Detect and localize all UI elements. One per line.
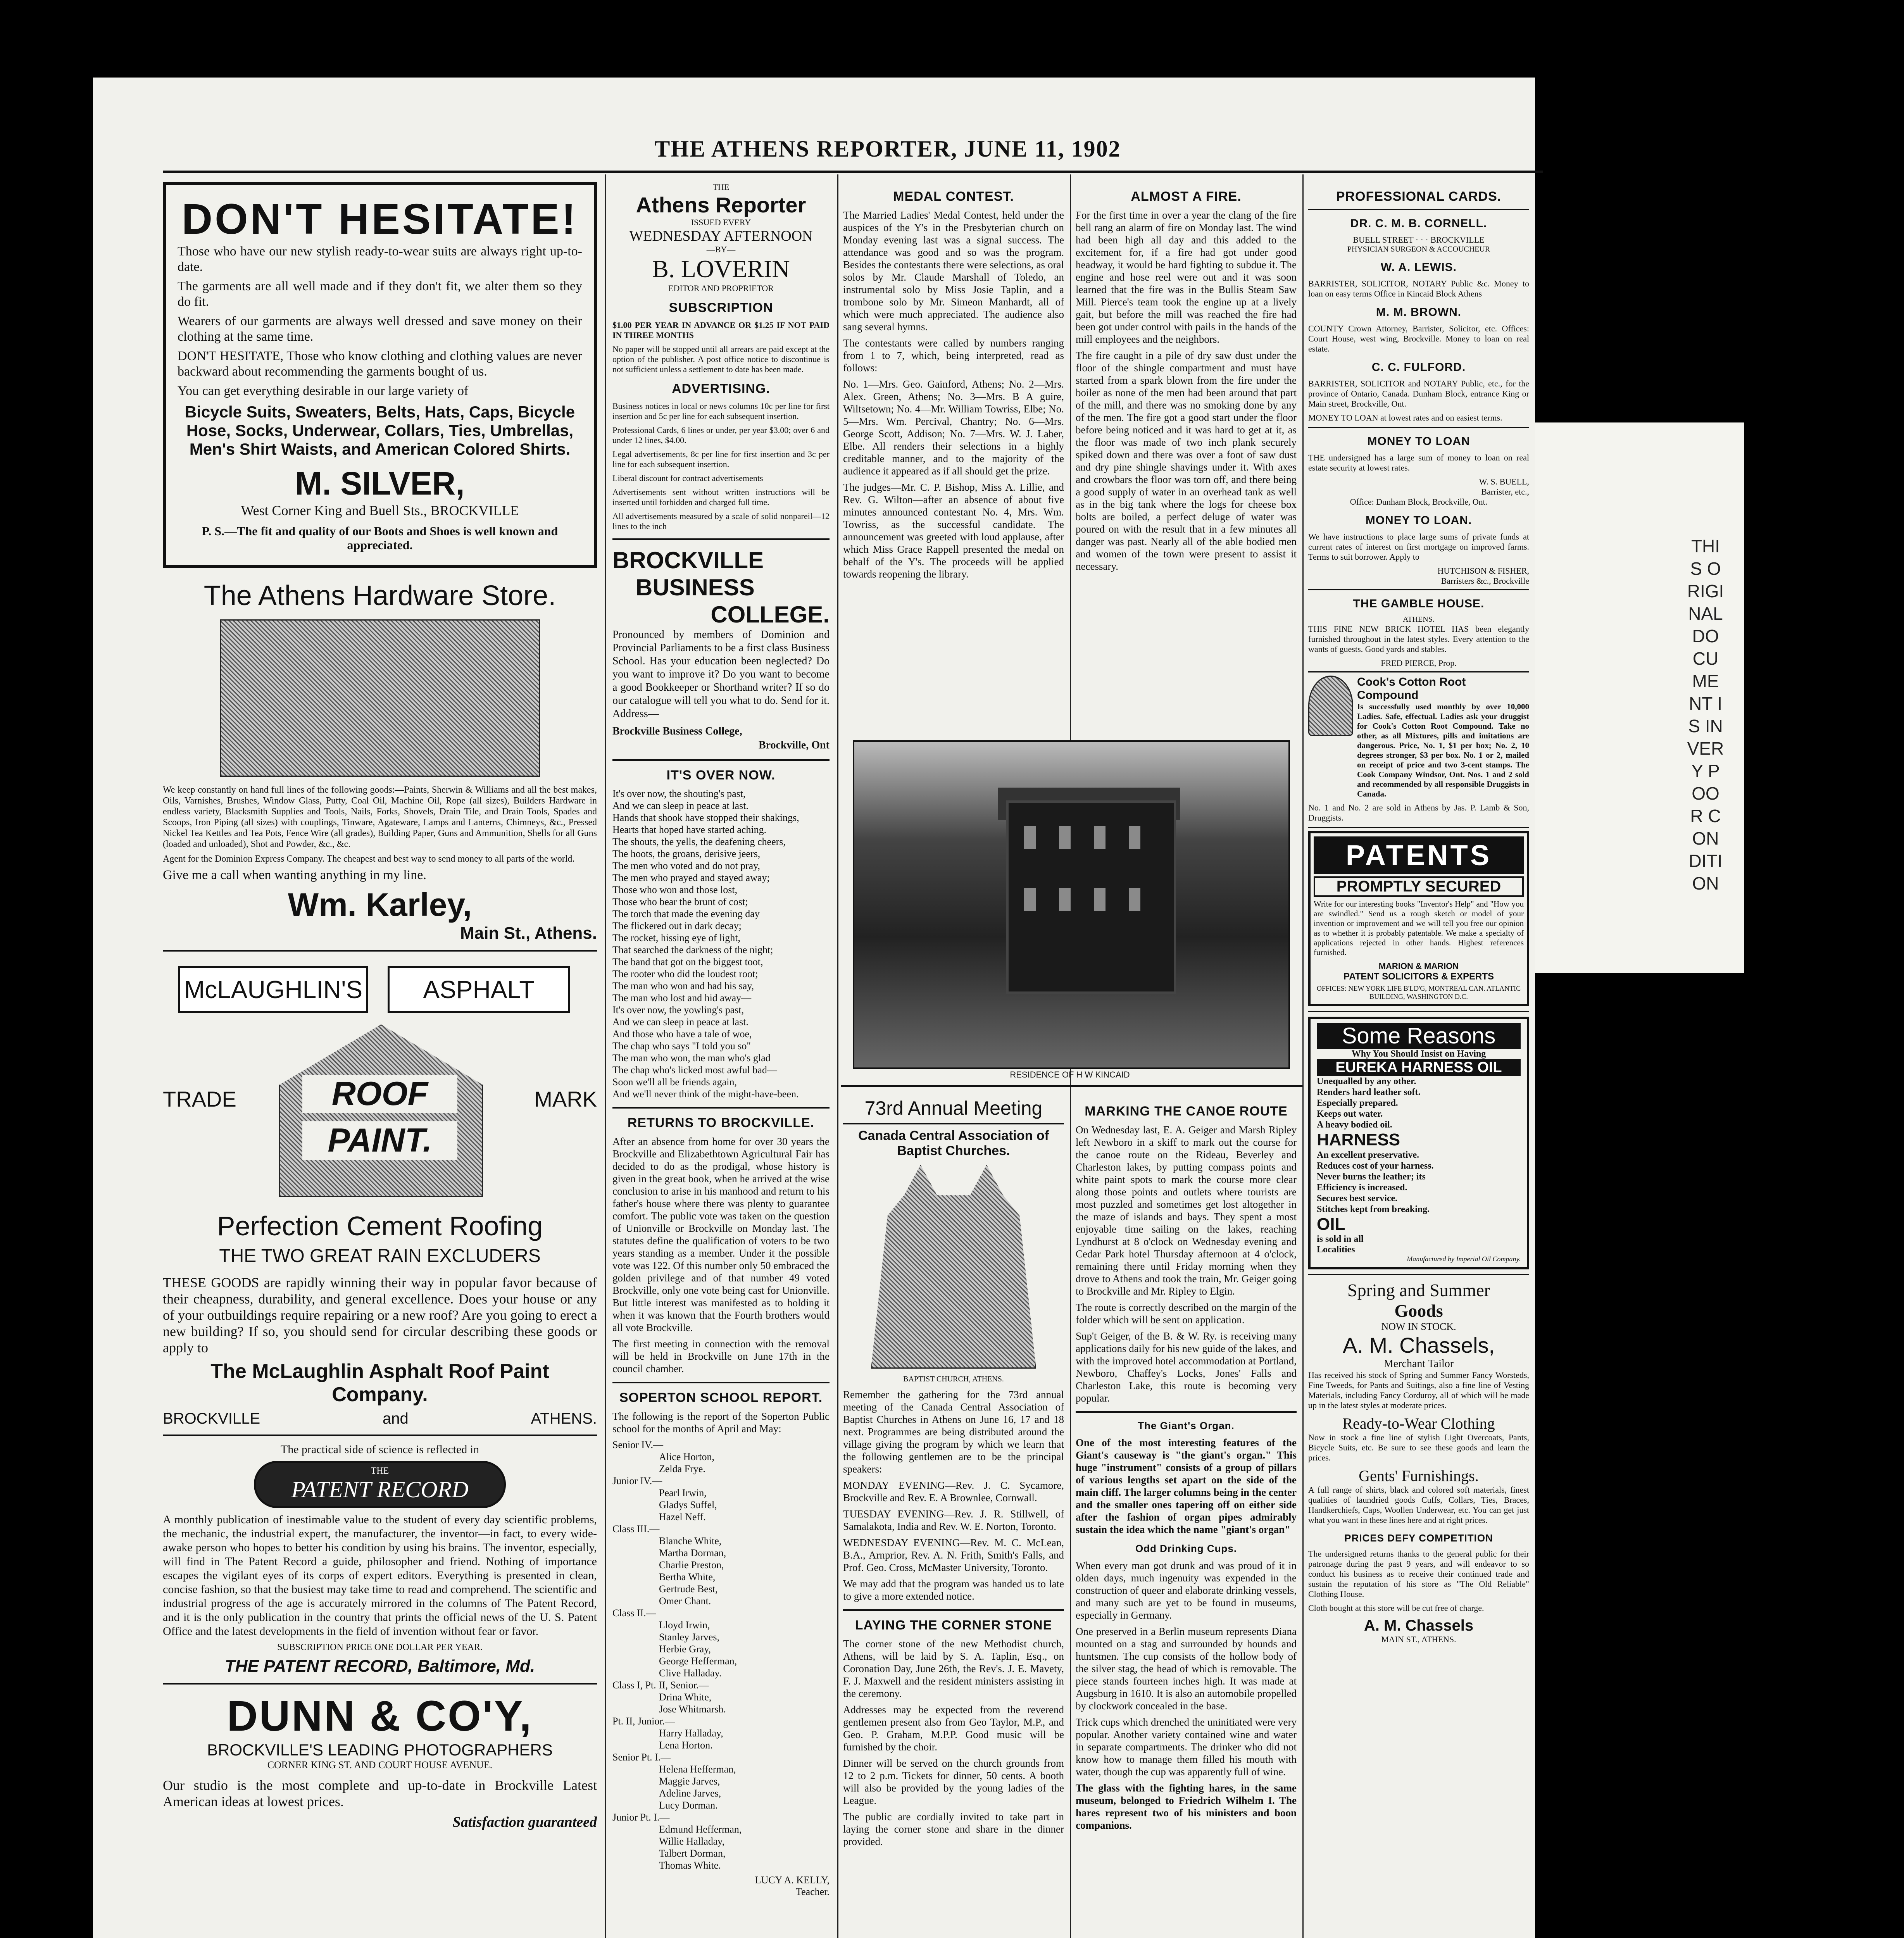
column-4-top	[1076, 182, 1297, 744]
soperton-class: Class II.—	[612, 1607, 656, 1619]
eureka-oil-ad	[1308, 1017, 1529, 1269]
pub-by: —BY—	[706, 245, 736, 254]
poem-line: That searched the darkness of the night;	[612, 944, 773, 955]
poem-line: And those who have a tale of woe,	[612, 1028, 752, 1040]
asphalt-locations	[163, 1410, 597, 1428]
cook-text: Is successfully used monthly by over 10,000 Ladies. Safe, effectual. Ladies ask your druggist for Cook's Cotton Root Compound. Take no other, as all Mixtures, pills and imitations are dangerous. Price, No. 1, $1 per box; No. 2, 10 degrees stronger, $3 per box. No. 1 or 2, mailed on receipt of price and two 3-cent stamps. The Cook Company Windsor, Ont. Nos. 1 and 2 sold and recommended by all responsible Druggists in Canada.	[1357, 702, 1529, 798]
returns-title: RETURNS TO BROCKVILLE.	[627, 1116, 815, 1130]
soperton-article	[612, 1390, 830, 1898]
soperton-student: Helena Hefferman,	[659, 1764, 736, 1775]
reasons-maker: Manufactured by Imperial Oil Company.	[1407, 1255, 1521, 1263]
soperton-student: George Hefferman,	[659, 1655, 737, 1667]
masthead-rule	[163, 171, 1543, 173]
reasons-s6: Stitches kept from breaking.	[1317, 1204, 1430, 1214]
silver-ad-text: The garments are all well made and if they don't fit, we alter them so they do fit.	[178, 279, 582, 309]
asphalt-banner-right: ASPHALT	[388, 966, 570, 1013]
subscription-heading: SUBSCRIPTION	[669, 300, 773, 315]
chassels-text: A full range of shirts, black and colored soft materials, finest qualities of laundried goods Cuffs, Collars, Ties, Braces, Handkerchiefs, Caps, Woollen Underwear, etc. You can get just what you want in these lines here and at right prices.	[1308, 1485, 1529, 1525]
section-rule	[843, 1609, 1064, 1611]
dunn-addr: CORNER KING ST. AND COURT HOUSE AVENUE.	[267, 1759, 493, 1771]
poem-line: It's over now, the shouting's past,	[612, 788, 746, 799]
cups-title: Odd Drinking Cups.	[1135, 1543, 1237, 1554]
dunn-ad	[163, 1691, 597, 1831]
soperton-student: Bertha White,	[659, 1571, 716, 1583]
lewis-name: W. A. LEWIS.	[1381, 261, 1457, 274]
silver-ad-text: Wearers of our garments are always well dressed and save money on their clothing at the same time.	[178, 314, 582, 344]
soperton-role: Teacher.	[796, 1886, 830, 1897]
subscription-text: $1.00 PER YEAR IN ADVANCE OR $1.25 IF NOT PAID IN THREE MONTHS	[612, 320, 830, 340]
dunn-sub: BROCKVILLE'S LEADING PHOTOGRAPHERS	[207, 1741, 553, 1759]
silver-ad-text: Those who have our new stylish ready-to-wear suits are always right up-to-date.	[178, 244, 582, 274]
patent-record-intro: The practical side of science is reflected in	[280, 1443, 479, 1456]
section-rule	[612, 1382, 830, 1383]
meeting-text: WEDNESDAY EVENING—Rev. M. C. McLean, B.A., Arnprior, Rev. A. N. Frith, Smith's Falls, and Prof. Geo. Cross, McMaster University, Toronto.	[843, 1537, 1064, 1573]
cook-ad	[1308, 676, 1529, 803]
poem-line: The chap who says "I told you so"	[612, 1040, 751, 1052]
loan2-sig: HUTCHISON & FISHER,	[1437, 566, 1529, 576]
canoe-title: MARKING THE CANOE ROUTE	[1085, 1104, 1288, 1119]
column-rule	[837, 174, 838, 1938]
cups-text: Trick cups which drenched the uninitiated were very popular. Another variety contained wine and water in separate compartments. The drinker who did not know how to manage them filled his mouth with water, though the cup was apparently full of wine.	[1076, 1716, 1297, 1778]
chassels-text: Now in stock a fine line of stylish Light Overcoats, Pants, Bicycle Suits, etc. Be sure to see these goods and learn the prices.	[1308, 1433, 1529, 1462]
section-rule	[163, 1435, 597, 1436]
pub-role: EDITOR AND PROPRIETOR	[668, 283, 774, 293]
reasons-s4: Efficiency is increased.	[1317, 1183, 1407, 1193]
reasons-s2: Reduces cost of your harness.	[1317, 1161, 1434, 1171]
dunn-text: Our studio is the most complete and up-to-date in Brockville Latest American ideas at lowest prices.	[163, 1778, 597, 1809]
section-rule	[163, 1683, 597, 1685]
reasons-o1: is sold in all	[1317, 1234, 1364, 1244]
soperton-list	[612, 1439, 830, 1871]
soperton-student: Omer Chant.	[659, 1595, 711, 1607]
returns-text: The first meeting in connection with the removal will be held in Brockville on June 17th in the council chamber.	[612, 1338, 830, 1374]
medal-title: MEDAL CONTEST.	[893, 189, 1014, 204]
soperton-student: Pearl Irwin,	[659, 1487, 707, 1498]
reasons-h2: HARNESS	[1317, 1130, 1400, 1149]
loan1-sig: W. S. BUELL,	[1479, 477, 1529, 486]
photo-caption: RESIDENCE OF H W KINCAID	[1010, 1070, 1130, 1079]
asphalt-company: The McLaughlin Asphalt Roof Paint Company.	[210, 1360, 549, 1406]
meeting-title: 73rd Annual Meeting	[864, 1097, 1043, 1119]
fulford-money: MONEY TO LOAN at lowest rates and on easiest terms.	[1308, 413, 1502, 422]
chassels-name: A. M. Chassels,	[1342, 1333, 1495, 1357]
photo-window	[1059, 826, 1071, 849]
silver-ad-text: You can get everything desirable in our large variety of	[178, 384, 469, 398]
chassels-addr: MAIN ST., ATHENS.	[1381, 1635, 1456, 1644]
meeting-text: Remember the gathering for the 73rd annual meeting of the Canada Central Association of Baptist Churches in Athens on June 16, 17 and 18 next. Programmes are being distributed around the village giving the program by which we learn that the following gentlemen are to be the principal speakers:	[843, 1389, 1064, 1475]
college-title-3: COLLEGE.	[711, 602, 830, 628]
section-rule	[1308, 589, 1529, 590]
loan1-role: Barrister, etc.,	[1481, 487, 1529, 497]
advertising-text: Professional Cards, 6 lines or under, per year $3.00; over 6 and under 12 lines, $4.00.	[612, 425, 830, 445]
chassels-sig: A. M. Chassels	[1364, 1617, 1474, 1634]
college-title-2: BUSINESS	[636, 574, 755, 600]
soperton-class: Senior IV.—	[612, 1439, 663, 1450]
patent-record-sig: THE PATENT RECORD, Baltimore, Md.	[224, 1657, 535, 1676]
pub-day: WEDNESDAY AFTERNOON	[629, 228, 813, 244]
pub-issued: ISSUED EVERY	[691, 217, 751, 227]
soperton-student: Maggie Jarves,	[659, 1776, 720, 1787]
chassels-text: Cloth bought at this store will be cut free of charge.	[1308, 1603, 1484, 1613]
dunn-name: DUNN & CO'Y,	[227, 1692, 533, 1740]
asphalt-and: and	[383, 1410, 409, 1427]
reasons-s3: Never burns the leather; its	[1317, 1172, 1426, 1182]
fire-text: For the first time in over a year the clang of the fire bell rang an alarm of fire on Monday last. The wind had been high all day and this added to the excitement for, if a fire had got under good headway, it would be hard fighting to subdue it. The engine and hose reel were out and it was soon learned that the fire was in the Bullis Steam Saw Mill. Pierce's team took the engine up at a lively gait, but before the mill was reached the fire had been got under control with pails in the hands of the mill employees and the neighbors.	[1076, 209, 1297, 345]
photo-window	[1059, 888, 1071, 911]
brown-name: M. M. BROWN.	[1376, 306, 1462, 319]
patents-text: Write for our interesting books "Inventor's Help" and "How you are swindled." Send us a rough sketch or model of your invention or improvement and we will tell you free our opinion as to whether it is probably patentable. We make a specialty of applications rejected in other hands. Highest references furnished.	[1314, 899, 1524, 957]
section-rule	[612, 759, 830, 761]
column-4-bottom	[1076, 1097, 1297, 1938]
soperton-student: Lena Horton.	[659, 1740, 713, 1751]
condition-note: THIS ORIGINAL DOCUMENT IS IN VERY POOR CONDITION	[1687, 536, 1724, 893]
poem-line: And we can sleep in peace at last.	[612, 1016, 748, 1028]
soperton-student: Gertrude Best,	[659, 1583, 718, 1595]
medal-text: The judges—Mr. C. P. Bishop, Miss A. Lillie, and Rev. G. Wilton—after an absence of about five minutes announced contestant No. 4, Mrs. Wm. Towriss, as the successful candidate. The announcement was greeted with loud applause, after which Miss Grace Rappell presented the medal on behalf of the Y's. The proceeds will be applied towards reopening the library.	[843, 481, 1064, 580]
column-3-bottom	[843, 1097, 1064, 1938]
section-rule	[1308, 827, 1529, 828]
corner-text: The public are cordially invited to take part in laying the corner stone and share in the dinner provided.	[843, 1811, 1064, 1847]
corner-text: The corner stone of the new Methodist church, Athens, will be laid by S. A. Taplin, Esq., on Coronation Day, June 26th, the Rev's. J. E. Mavety, F. J. Maxwell and the resident ministers assisting in the ceremony.	[843, 1638, 1064, 1699]
soperton-student: Alice Horton,	[659, 1451, 714, 1462]
canoe-text: On Wednesday last, E. A. Geiger and Marsh Ripley left Newboro in a skiff to mark out the course for the canoe route on the Rideau, Beverley and Charleston lakes, by putting compass points and white paint spots to mark the course more clear along those points and outlets where tourists are most puzzled and sometimes get lost altogether in the maze of islands and bays. They spent a most enjoyable time sailing on the lakes, reaching Lyndhurst at 8 o'clock on Wednesday evening and Cedar Park hotel Thursday afternoon at 4 o'clock, remaining there until Friday morning when they drove to Athens and took the train, Mr. Geiger going to Brockville and Mr. Ripley to Elgin.	[1076, 1124, 1297, 1297]
section-rule	[1308, 671, 1529, 672]
soperton-student: Drina White,	[659, 1691, 712, 1703]
silver-goods-list: Bicycle Suits, Sweaters, Belts, Hats, Caps, Bicycle Hose, Socks, Underwear, Collars, Ties, Umbrellas, Men's Shirt Waists, and American Colored Shirts.	[185, 403, 575, 458]
gamble-town: ATHENS.	[1403, 615, 1435, 624]
poem-line: The torch that made the evening day	[612, 908, 760, 919]
chassels-ad	[1308, 1280, 1529, 1645]
poem-body	[612, 788, 830, 1100]
meeting-text: TUESDAY EVENING—Rev. J. R. Stillwell, of Samalakota, India and Rev. W. E. Norton, Toronto.	[843, 1508, 1064, 1532]
returns-article	[612, 1116, 830, 1375]
photo-window	[1094, 888, 1105, 911]
poem-line: The man who won and had his say,	[612, 980, 754, 991]
chassels-h3: Gents' Furnishings.	[1359, 1467, 1479, 1485]
cups-text: When every man got drunk and was proud of it in olden days, much ingenuity was expended in the construction of queer and elaborate drinking vessels, and many such are yet to be found in museums, especially in Germany.	[1076, 1560, 1297, 1621]
advertising-text: Legal advertisements, 8c per line for first insertion and 3c per line for each subsequent insertion.	[612, 449, 830, 469]
poem-line: The man who lost and hid away—	[612, 992, 752, 1003]
soperton-student: Herbie Gray,	[659, 1643, 711, 1655]
brown-text: COUNTY Crown Attorney, Barrister, Solicitor, etc. Offices: Court House, west wing, Brockville. Money to loan on real estate.	[1308, 324, 1529, 353]
section-rule	[163, 950, 597, 952]
section-rule	[612, 538, 830, 540]
loan2-role: Barristers &c., Brockville	[1441, 576, 1529, 586]
medal-text: No. 1—Mrs. Geo. Gainford, Athens; No. 2—Mrs. Alex. Green, Athens; No. 3—Mrs. B A guire, Wiltsetown; No. 4—Mr. William Towriss, Elbe; No. 5—Mrs. Wm. Percival, Chantry; No. 6—Mrs. George Scott, Addison; No. 7—Mrs. W. J. Laber, Elbe. All renders their selections in a highly creditable manner, and to the majority of the audience it appeared as if all should get the prize.	[843, 378, 1064, 477]
poem-line: Soon we'll all be friends again,	[612, 1076, 737, 1088]
fulford-text: BARRISTER, SOLICITOR and NOTARY Public, etc., for the province of Ontario, Canada. Dunham Block, entrance King or Main street, Brockville, Ont.	[1308, 379, 1529, 409]
masthead: THE ATHENS REPORTER, JUNE 11, 1902	[654, 136, 1121, 162]
soperton-student: Thomas White.	[659, 1860, 721, 1871]
soperton-student: Zelda Frye.	[659, 1463, 705, 1474]
karley-address: Main St., Athens.	[460, 924, 597, 943]
fire-title: ALMOST A FIRE.	[1131, 189, 1242, 204]
corner-text: Dinner will be served on the church grounds from 12 to 2 p.m. Tickets for dinner, 50 cents. A booth will also be provided by the young ladies of the League.	[843, 1757, 1064, 1806]
tools-illustration	[220, 619, 540, 777]
column-rule	[1302, 174, 1304, 1938]
chassels-h2: Ready-to-Wear Clothing	[1342, 1415, 1495, 1432]
cornell-name: DR. C. M. B. CORNELL.	[1350, 217, 1487, 230]
column-3-top	[843, 182, 1064, 744]
chassels-h4: PRICES DEFY COMPETITION	[1344, 1532, 1493, 1544]
poem-line: Those who won and those lost,	[612, 884, 738, 895]
section-rule	[1308, 427, 1529, 428]
column-1	[163, 182, 597, 1938]
advertising-text: Advertisements sent without written instructions will be inserted until forbidden and charged full time.	[612, 487, 830, 507]
trade-label: TRADE	[163, 1087, 236, 1111]
soperton-student: Blanche White,	[659, 1535, 722, 1547]
reasons-r5: A heavy bodied oil.	[1317, 1120, 1392, 1130]
cups-text: One preserved in a Berlin museum represents Diana mounted on a stag and surrounded by hounds and huntsmen. The cup consists of the hollow body of the silver stag, the head of which is removable. The piece stands fourteen inches high. It was made at Augsburg in 1610. It is also an automobile propelled by clockwork concealed in the base.	[1076, 1626, 1297, 1712]
poem-line: It's over now, the yowling's past,	[612, 1004, 744, 1016]
fulford-name: C. C. FULFORD.	[1371, 361, 1466, 374]
patents-firm-2: PATENT SOLICITORS & EXPERTS	[1343, 971, 1494, 982]
poem-line: And we'll never think of the might-have-been.	[612, 1088, 799, 1100]
column-5	[1308, 182, 1529, 1938]
patents-offices: OFFICES: NEW YORK LIFE B'LD'G, MONTREAL CAN. ATLANTIC BUILDING, WASHINGTON D.C.	[1316, 985, 1521, 1000]
silver-ad	[163, 182, 597, 568]
reasons-r1: Unequalled by any other.	[1317, 1076, 1416, 1086]
loan2-title: MONEY TO LOAN.	[1365, 514, 1472, 527]
photo-window	[1129, 826, 1140, 849]
photo-window	[1094, 826, 1105, 849]
cook-portrait	[1308, 676, 1353, 736]
patents-ad	[1308, 831, 1529, 1006]
loan1-text: THE undersigned has a large sum of money to loan on real estate security at lowest rates.	[1308, 453, 1529, 472]
chassels-role: Merchant Tailor	[1383, 1358, 1454, 1370]
patent-record-logo-top: THE	[371, 1466, 389, 1476]
subscription-text: No paper will be stopped until all arrears are paid except at the option of the publisher. A post office notice to discontinue is not sufficient unless a settlement to date has been made.	[612, 344, 830, 374]
reasons-s5: Secures best service.	[1317, 1193, 1398, 1203]
reasons-r4: Keeps out water.	[1317, 1109, 1383, 1119]
soperton-student: Edmund Hefferman,	[659, 1824, 742, 1835]
asphalt-banner-left: McLAUGHLIN'S	[178, 966, 368, 1013]
cook-title: Cook's Cotton Root Compound	[1357, 676, 1466, 702]
chassels-t1: Spring and Summer	[1347, 1280, 1490, 1300]
silver-name: M. SILVER,	[295, 465, 465, 502]
asphalt-illustration	[163, 959, 597, 1207]
poem-line: The men who voted and do not pray,	[612, 860, 760, 871]
gamble-title: THE GAMBLE HOUSE.	[1353, 597, 1485, 610]
hardware-title: The Athens Hardware Store.	[204, 580, 556, 611]
advertising-text: All advertisements measured by a scale of solid nonpareil—12 lines to the inch	[612, 511, 830, 531]
soperton-class: Class III.—	[612, 1523, 660, 1535]
organ-text: One of the most interesting features of the Giant's causeway is "the giant's organ." This huge "instrument" consists of a group of pillars of various lengths set apart on the side of the main cliff. The larger columns being in the center and the smaller ones tapering off on either side after the fashion of organ pipes admirably sustain the idea which the name "giant's organ"	[1076, 1437, 1297, 1535]
hardware-ad	[163, 580, 597, 943]
soperton-class: Junior IV.—	[612, 1475, 662, 1486]
section-rule	[1308, 1011, 1529, 1012]
soperton-intro: The following is the report of the Soperton Public school for the months of April and May:	[612, 1410, 830, 1435]
poem-line: The flickered out in dark decay;	[612, 920, 742, 931]
reasons-sub: Why You Should Insist on Having	[1351, 1049, 1486, 1059]
reasons-r2: Renders hard leather soft.	[1317, 1087, 1421, 1097]
poem-line: The hoots, the groans, derisive jeers,	[612, 848, 761, 859]
karley-name: Wm. Karley,	[288, 886, 472, 923]
photo-house	[1006, 800, 1176, 994]
soperton-sig: LUCY A. KELLY,	[755, 1874, 830, 1886]
poem-line: The man who won, the man who's glad	[612, 1052, 771, 1064]
patent-record-logo	[254, 1461, 506, 1508]
corner-text: Addresses may be expected from the reverend gentlemen present also from Geo Taylor, M.P., and Geo. P. Graham, M.P.P. Good music will be furnished by the choir.	[843, 1704, 1064, 1753]
silver-ad-title: DON'T HESITATE!	[181, 195, 578, 243]
mark-label: MARK	[534, 1087, 597, 1111]
patent-record-logo-text: PATENT RECORD	[291, 1477, 469, 1502]
cornell-addr: BUELL STREET · · · BROCKVILLE	[1353, 235, 1485, 245]
college-text: Pronounced by members of Dominion and Provincial Parliaments to be a first class Business School. Has your education been neglected? Do you want to improve it? Do you want to become a good Bookkeeper or Shorthand writer? If so do our catalogue will tell you what to do. Send for it. Address—	[612, 629, 830, 720]
hardware-call: Give me a call when wanting anything in my line.	[163, 868, 426, 882]
chassels-text: Has received his stock of Spring and Summer Fancy Worsteds, Fine Tweeds, for Pants and Suitings, also a fine line of Vesting Materials, including Fancy Corduroy, all of which will be made up in the latest styles at moderate prices.	[1308, 1370, 1529, 1410]
section-rule	[841, 1085, 1302, 1087]
poem	[612, 768, 830, 1100]
section-rule	[612, 1107, 830, 1109]
asphalt-loc-2: ATHENS.	[531, 1410, 597, 1427]
church-illustration	[871, 1165, 1036, 1369]
poem-line: The band that got on the biggest toot,	[612, 956, 763, 967]
asphalt-headline: Perfection Cement Roofing	[217, 1211, 543, 1241]
chassels-t3: NOW IN STOCK.	[1381, 1321, 1456, 1332]
patent-record-price: SUBSCRIPTION PRICE ONE DOLLAR PER YEAR.	[277, 1642, 483, 1652]
poem-title: IT'S OVER NOW.	[666, 768, 776, 783]
loan2-text: We have instructions to place large sums of private funds at current rates of interest on first mortgage on improved farms. Terms to suit borrower. Apply to	[1308, 532, 1529, 562]
pub-name: B. LOVERIN	[652, 255, 790, 283]
meeting-text: MONDAY EVENING—Rev. J. C. Sycamore, Brockville and Rev. E. A Brownlee, Cornwall.	[843, 1479, 1064, 1504]
roof-label: ROOF	[302, 1075, 457, 1113]
paint-label: PAINT.	[302, 1121, 457, 1160]
silver-ps: P. S.—The fit and quality of our Boots and Shoes is well known and appreciated.	[202, 524, 558, 552]
soperton-student: Willie Halladay,	[659, 1836, 725, 1847]
pub-title: Athens Reporter	[636, 193, 806, 217]
corner-title: LAYING THE CORNER STONE	[855, 1618, 1052, 1633]
cook-note: No. 1 and No. 2 are sold in Athens by Jas. P. Lamb & Son, Druggists.	[1308, 803, 1529, 822]
soperton-class: Junior Pt. I.—	[612, 1812, 670, 1823]
section-rule	[1308, 1274, 1529, 1275]
asphalt-sub: THE TWO GREAT RAIN EXCLUDERS	[219, 1246, 541, 1266]
soperton-class: Pt. II, Junior.—	[612, 1716, 675, 1727]
photo-window	[1024, 888, 1036, 911]
soperton-student: Adeline Jarves,	[659, 1788, 721, 1799]
poem-line: The rooter who did the loudest root;	[612, 968, 758, 979]
reasons-r3: Especially prepared.	[1317, 1098, 1398, 1108]
poem-line: Hands that shook have stopped their shakings,	[612, 812, 799, 823]
poem-line: Those who bear the brunt of cost;	[612, 896, 748, 907]
silver-ad-text: DON'T HESITATE, Those who know clothing and clothing values are never backward about recommending the garments bought of us.	[178, 349, 582, 379]
cards-heading: PROFESSIONAL CARDS.	[1336, 189, 1502, 204]
photo-window	[1129, 888, 1140, 911]
lewis-text: BARRISTER, SOLICITOR, NOTARY Public &c. Money to loan on easy terms Office in Kincaid Block Athens	[1308, 279, 1529, 298]
advertising-text: Business notices in local or news columns 10c per line for first insertion and 5c per line for each subsequent insertion.	[612, 401, 830, 421]
patents-firm: MARION & MARION	[1378, 961, 1459, 971]
reasons-s1: An excellent preservative.	[1317, 1150, 1419, 1160]
soperton-class: Class I, Pt. II, Senior.—	[612, 1679, 709, 1691]
photo-window	[1024, 826, 1036, 849]
advertising-heading: ADVERTISING.	[672, 381, 770, 396]
dunn-guarantee: Satisfaction guaranteed	[452, 1814, 597, 1830]
soperton-student: Jose Whitmarsh.	[659, 1704, 726, 1715]
soperton-title: SOPERTON SCHOOL REPORT.	[619, 1390, 823, 1405]
college-title-1: BROCKVILLE	[612, 547, 764, 573]
organ-title: The Giant's Organ.	[1138, 1420, 1235, 1431]
soperton-student: Harry Halladay,	[659, 1728, 723, 1739]
cornell-role: PHYSICIAN SURGEON & ACCOUCHEUR	[1347, 245, 1490, 253]
loan1-title: MONEY TO LOAN	[1367, 435, 1470, 448]
poem-line: And we can sleep in peace at last.	[612, 800, 748, 811]
poem-line: Hearts that hoped have started aching.	[612, 824, 767, 835]
hardware-agent: Agent for the Dominion Express Company. The cheapest and best way to send money to all parts of the world.	[163, 854, 575, 864]
poem-line: The shouts, the yells, the deafening cheers,	[612, 836, 786, 847]
patent-record-ad	[163, 1443, 597, 1676]
meeting-text: We may add that the program was handed us to late to give a more extended notice.	[843, 1578, 1064, 1602]
soperton-student: Gladys Suffel,	[659, 1499, 717, 1510]
reasons-h3: OIL	[1317, 1215, 1345, 1234]
college-city: Brockville, Ont	[758, 739, 830, 751]
soperton-student: Lucy Dorman.	[659, 1800, 718, 1811]
soperton-student: Martha Dorman,	[659, 1547, 726, 1559]
soperton-student: Lloyd Irwin,	[659, 1619, 710, 1631]
college-address: Brockville Business College,	[612, 725, 742, 737]
section-rule	[1076, 1411, 1297, 1413]
medal-text: The contestants were called by numbers ranging from 1 to 7, which, being interpreted, read as follows:	[843, 337, 1064, 374]
column-rule	[605, 174, 606, 1938]
section-rule	[843, 1123, 1064, 1124]
poem-line: The rocket, hissing eye of light,	[612, 932, 740, 943]
church-caption: BAPTIST CHURCH, ATHENS.	[903, 1375, 1004, 1383]
reasons-product: EUREKA HARNESS OIL	[1317, 1059, 1521, 1076]
soperton-student: Talbert Dorman,	[659, 1848, 726, 1859]
canoe-text: The route is correctly described on the margin of the folder which will be sent on application.	[1076, 1302, 1297, 1326]
soperton-student: Hazel Neff.	[659, 1511, 706, 1522]
poem-line: The chap who's licked most awful bad—	[612, 1064, 777, 1076]
soperton-student: Stanley Jarves,	[659, 1631, 719, 1643]
kincaid-residence-photo	[853, 740, 1290, 1069]
canoe-text: Sup't Geiger, of the B. & W. Ry. is receiving many applications daily for his new guide of the lakes, and with the improved hotel accommodation at Portland, Newboro, Chaffey's Locks, Jones' Falls and Charleston Lake, this route is becoming very popular.	[1076, 1330, 1297, 1404]
college-ad	[612, 547, 830, 752]
hardware-text: We keep constantly on hand full lines of the following goods:—Paints, Sherwin & Williams and all the best makes, Oils, Varnishes, Brushes, Window Glass, Putty, Coal Oil, Machine Oil, Rope (all sizes), Builders Hardware in endless variety, Blacksmith Supplies and Tools, Nails, Forks, Shovels, Drain Tile, and Drain Tools, Spades and Scoops, Iron Piping (all sizes) with couplings, Tinware, Agateware, Lamps and Lanterns, Chimneys, &c., Pressed Nickel Tea Kettles and Tea Pots, Fence Wire (all grades), Building Paper, Guns and Ammunition, Shells for all Guns (loaded and unloaded), Shot and Powder, &c., &c.	[163, 785, 597, 849]
gamble-sig: FRED PIERCE, Prop.	[1381, 658, 1457, 668]
silver-address: West Corner King and Buell Sts., BROCKVILLE	[241, 503, 519, 518]
chassels-text: The undersigned returns thanks to the general public for their patronage during the past 9 years, and will endeavor to so conduct his business as to receive their continued trade and sustain the reputation of his store as "The Old Reliable" Clothing House.	[1308, 1549, 1529, 1599]
patent-record-text: A monthly publication of inestimable value to the student of every day scientific problems, the mechanic, the industrial expert, the manufacturer, the inventor—in fact, to every wide-awake person who hopes to better his condition by using his brains. The inventor, especially, will find in The Patent Record a guide, philosopher and friend. Nothing of importance escapes the vigilant eyes of its corps of expert editors. Everything is presented in clean, concise fashion, so that the busiest may take time to read and comprehend. The scientific and industrial progress of the age is accurately mirrored in the columns of The Patent Record, and it is the only publication in the country that prints the official news of the U. S. Patent Office and the latest developments in the field of invention without fear or favor.	[163, 1513, 597, 1638]
soperton-student: Charlie Preston,	[659, 1559, 724, 1571]
gamble-text: THIS FINE NEW BRICK HOTEL HAS been elegantly furnished throughout in the latest styles. Every attention to the wants of guests. Good yards and stables.	[1308, 624, 1529, 654]
soperton-student: Clive Halladay.	[659, 1667, 722, 1679]
section-rule	[1308, 209, 1529, 210]
reasons-o2: Localities	[1317, 1245, 1355, 1255]
pub-the: THE	[712, 182, 730, 192]
reasons-title: Some Reasons	[1317, 1023, 1521, 1049]
asphalt-ad	[163, 959, 597, 1428]
returns-text: After an absence from home for over 30 years the Brockville and Elizabethtown Agricultural Fair has decided to do as the prodigal, whose history is given in the great book, when he arrived at the wise conclusion to arise in his manhood and return to his father's house where there was plenty to guarantee comfort. The public vote was taken on the question of Unionville or Brockville on Monday last. The statutes define the qualification of voters to be two years standing as a member. Under it the possible vote was 122. Of this number only 50 embraced the golden privilege and of that number 49 voted Brockville, only one vote being cast for Unionville. But little interest was manifested as to holding it when it was known that the Fourth brothers would all vote Brockville.	[612, 1136, 830, 1333]
chassels-t2: Goods	[1394, 1301, 1443, 1321]
cups-text: The glass with the fighting hares, in the same museum, belonged to Friedrich Wilhelm I. The hares represent two of his ministers and boon companions.	[1076, 1782, 1297, 1831]
publisher-box	[612, 182, 830, 531]
fire-text: The fire caught in a pile of dry saw dust under the floor of the shingle compartment and must have started from a spark blown from the fire under the boiler as none of the men had been around that part of the mill, and there was no smoking done by any of the men. The fire got a good start under the floor before being noticed and it was hard to get at it, as the floor was made of two inch plank securely spiked down and there was over a foot of saw dust and dry pine shingle shavings under it. With axes and crowbars the floor was torn off, and there being a good supply of water in an overhead tank as well as in the big tank where the logs for cheese box bolts are boiled, a perfect deluge of water was poured on with the result that in a few minutes all danger was past. Nearly all of the able bodied men and women of the town were present to assist it necessary.	[1076, 350, 1297, 572]
soperton-class: Senior Pt. I.—	[612, 1752, 671, 1763]
patents-sub: PROMPTLY SECURED	[1314, 876, 1524, 897]
asphalt-text: THESE GOODS are rapidly winning their way in popular favor because of their cheapness, durability, and general excellence. Does your house or any of your outbuildings require repairing or a new roof? Are you going to erect a new building? If so, you should send for circular describing these goods or apply to	[163, 1275, 597, 1355]
column-2	[612, 182, 830, 1938]
loan1-office: Office: Dunham Block, Brockville, Ont.	[1350, 497, 1488, 507]
meeting-sub: Canada Central Association of Baptist Churches.	[858, 1128, 1049, 1158]
patents-title: PATENTS	[1314, 836, 1524, 874]
poem-line: The men who prayed and stayed away;	[612, 872, 770, 883]
asphalt-loc-1: BROCKVILLE	[163, 1410, 260, 1427]
medal-text: The Married Ladies' Medal Contest, held under the auspices of the Y's in the Presbyterian church on Monday evening last was a signal success. The attendance was good and so was the program. Besides the contestants there were selections, as oral solos by Mr. Claude Marshall of Toledo, an instrumental solo by Miss Josie Taplin, and a trombone solo by Mr. Simeon Manhardt, all of which were much appreciated. The audience also sang several hymns.	[843, 209, 1064, 333]
advertising-text: Liberal discount for contract advertisements	[612, 473, 763, 483]
